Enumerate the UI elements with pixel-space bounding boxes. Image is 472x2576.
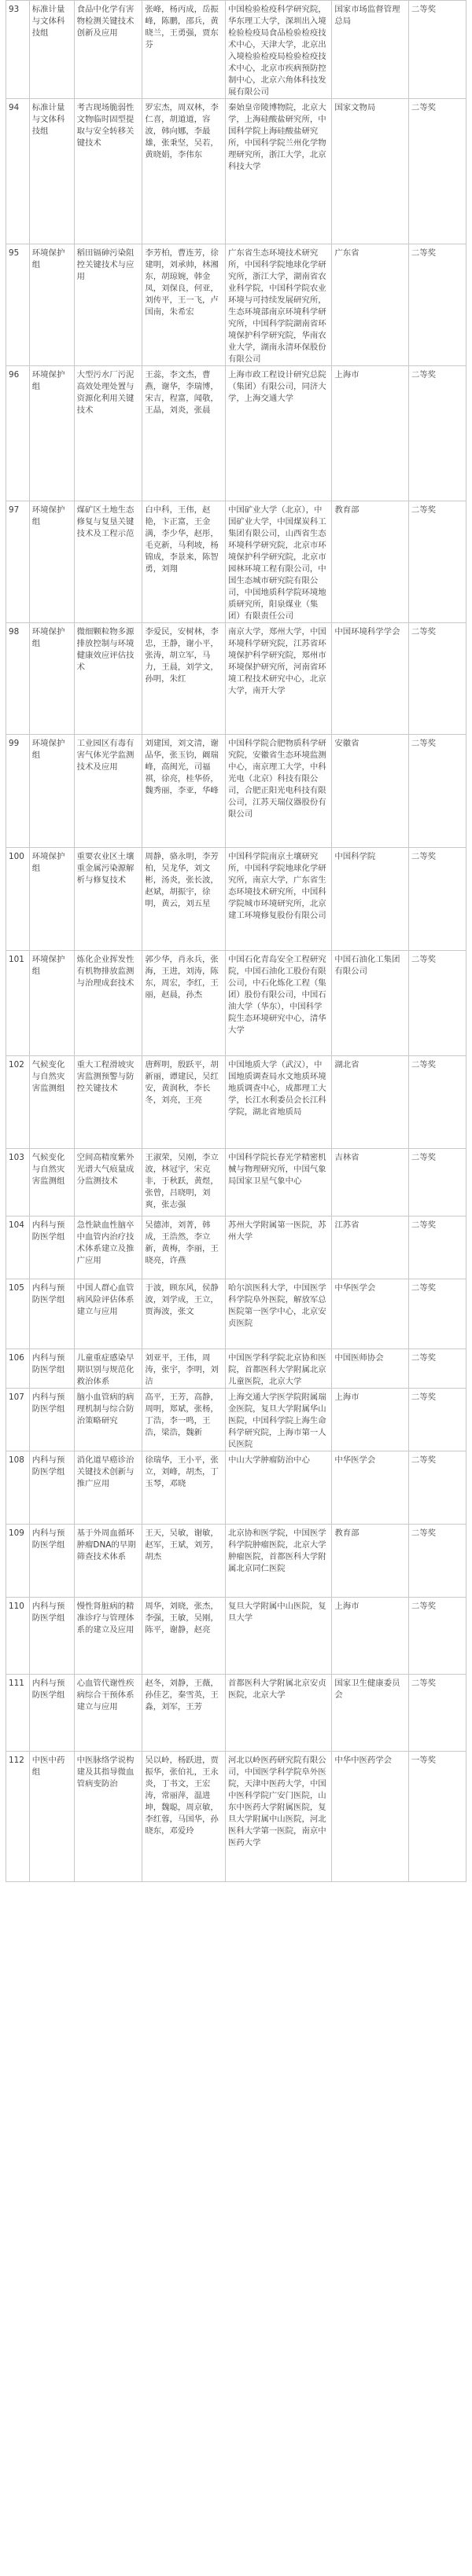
discipline-group: 内科与预防医学组 (29, 1216, 74, 1279)
row-number: 111 (6, 1675, 30, 1752)
project-name: 稻田镉砷污染阻控关键技术与应用 (74, 244, 142, 366)
table-row (6, 735, 466, 848)
completing-units: 苏州大学附属第一医院，苏州大学 (225, 1216, 331, 1279)
nominator: 中国医师协会 (332, 1349, 409, 1389)
nominator: 湖北省 (332, 1056, 409, 1149)
main-completers: 王天，吴敏，谢敏，赵军，王斌，刘芳，胡杰 (142, 1525, 226, 1598)
discipline-group: 中医中药组 (29, 1752, 74, 1882)
award-level: 二等奖 (408, 1389, 466, 1451)
award-level: 二等奖 (408, 99, 466, 244)
project-name: 脑小血管病的病理机制与综合防治策略研究 (74, 1389, 142, 1451)
table-row (6, 1451, 466, 1525)
project-name: 消化道早癌诊治关键技术创新与推广应用 (74, 1451, 142, 1525)
project-name: 中医脉络学说构建及其指导微血管病变防治 (74, 1752, 142, 1882)
row-number: 102 (6, 1056, 30, 1149)
completing-units: 北京协和医学院，中国医学科学院肿瘤医院，北京大学肿瘤医院，首都医科大学附属北京同仁医院 (225, 1525, 331, 1598)
main-completers: 郭少华，肖永兵，张海，王进，刘涛，陈东，周宏，李红，王丽，赵晨，孙杰 (142, 951, 226, 1056)
award-level: 二等奖 (408, 1149, 466, 1216)
table-row (6, 1, 466, 99)
award-level: 二等奖 (408, 1279, 466, 1349)
award-list-table (6, 0, 466, 1882)
completing-units: 哈尔滨医科大学，中国医学科学院阜外医院，解放军总医院第一医学中心，北京安贞医院 (225, 1279, 331, 1349)
award-list-body (6, 1, 466, 1882)
discipline-group: 气候变化与自然灾害监测组 (29, 1149, 74, 1216)
discipline-group: 环境保护组 (29, 623, 74, 735)
main-completers: 赵冬，刘静，王薇，孙佳艺，秦雪英，王淼，刘军，王芳 (142, 1675, 226, 1752)
discipline-group: 内科与预防医学组 (29, 1451, 74, 1525)
completing-units: 复旦大学附属中山医院，复旦大学 (225, 1598, 331, 1675)
award-level: 二等奖 (408, 848, 466, 951)
main-completers: 刘亚平，王伟，周涛，张宇，李明，刘洁 (142, 1349, 226, 1389)
main-completers: 王淑荣，吴刚，李立波，林冠宇，宋克非，于秋跃，黄煜，张曾，吕晓明，刘爽，张志强 (142, 1149, 226, 1216)
nominator: 中华中医药学会 (332, 1752, 409, 1882)
main-completers: 王蕊，李文杰，曹燕，谢华，李瑞博，宋吉，程富，闻敬，王晶，刘炎，张晨 (142, 366, 226, 501)
discipline-group: 内科与预防医学组 (29, 1349, 74, 1389)
completing-units: 广东省生态环境技术研究所，中国科学院地球化学研究所，浙江大学，湖南省农业科学院，中国科学院农业环境与可持续发展研究所，生态环境部南京环境科学研究所，中国科学院湖南省环境保护科学研究院，华南农业大学，湖南永清环保股份有限公司 (225, 244, 331, 366)
project-name: 急性缺血性脑卒中血管内治疗技术体系建立及推广应用 (74, 1216, 142, 1279)
nominator: 中华医学会 (332, 1279, 409, 1349)
nominator: 江苏省 (332, 1216, 409, 1279)
main-completers: 于波，顾东风，侯静波，刘学成，王立，贾海波，张文 (142, 1279, 226, 1349)
row-number: 96 (6, 366, 30, 501)
nominator: 上海市 (332, 366, 409, 501)
row-number: 110 (6, 1598, 30, 1675)
row-number: 107 (6, 1389, 30, 1451)
project-name: 中国人群心血管病风险评估体系建立与应用 (74, 1279, 142, 1349)
project-name: 儿童重症感染早期识别与规范化救治体系 (74, 1349, 142, 1389)
table-row (6, 244, 466, 366)
row-number: 98 (6, 623, 30, 735)
completing-units: 中国医学科学院北京协和医院，首都医科大学附属北京儿童医院，北京大学 (225, 1349, 331, 1389)
nominator: 国家卫生健康委员会 (332, 1675, 409, 1752)
project-name: 炼化企业挥发性有机物排放监测与治理成套技术 (74, 951, 142, 1056)
nominator: 国家市场监督管理总局 (332, 1, 409, 99)
completing-units: 河北以岭医药研究院有限公司，中国医学科学院阜外医院，天津中医药大学，中国中医科学院广安门医院，山东中医药大学附属医院，复旦大学附属中山医院，河北医科大学第一医院，南京中医药大学 (225, 1752, 331, 1882)
discipline-group: 环境保护组 (29, 848, 74, 951)
row-number: 97 (6, 501, 30, 623)
project-name: 空间高精度紫外光谱大气痕量成分监测技术 (74, 1149, 142, 1216)
award-level: 二等奖 (408, 1525, 466, 1598)
table-row (6, 951, 466, 1056)
discipline-group: 环境保护组 (29, 244, 74, 366)
main-completers: 张峰，杨丙成，岳振峰，陈鹏，邵兵，黄晓兰，王勇强，贾东芬 (142, 1, 226, 99)
discipline-group: 内科与预防医学组 (29, 1525, 74, 1598)
main-completers: 李芳柏，曹连芳，徐建明，刘承帅，林湘东，胡琼婉，韩金凤，刘保良，何亚，刘传平，王一飞，卢国南，朱希宏 (142, 244, 226, 366)
main-completers: 吴德沛，刘菁，韩成，王浩然，李立新，黄梅，李丽，王晓亮，许燕 (142, 1216, 226, 1279)
completing-units: 中国矿业大学（北京），中国矿业大学，中国煤炭科工集团有限公司，山西省生态环境科学研究院，北京市环境保护科学研究院，北京市园林环境工程有限公司，中国生态城市研究院有限公司，中国地质科学院环境地质研究所，阳泉煤业（集团）有限责任公司 (225, 501, 331, 623)
main-completers: 唐辉明，殷跃平，胡新丽，谭建民，吴红安，黄润秋，李长冬，刘亮，王亮 (142, 1056, 226, 1149)
discipline-group: 气候变化与自然灾害监测组 (29, 1056, 74, 1149)
completing-units: 中国石化青岛安全工程研究院，中国石油化工股份有限公司，中石化炼化工程（集团）股份有限公司，中国石油大学（华东），中国科学院生态环境研究中心，清华大学 (225, 951, 331, 1056)
table-row (6, 99, 466, 244)
award-level: 二等奖 (408, 1598, 466, 1675)
project-name: 重大工程滑坡灾害监测预警与防控关键技术 (74, 1056, 142, 1149)
table-row (6, 501, 466, 623)
discipline-group: 环境保护组 (29, 501, 74, 623)
award-level: 二等奖 (408, 735, 466, 848)
award-level: 二等奖 (408, 1, 466, 99)
nominator: 安徽省 (332, 735, 409, 848)
main-completers: 徐瑞华，王小平，张立，刘峰，胡杰，丁玉琴，邓晓 (142, 1451, 226, 1525)
completing-units: 中国地质大学（武汉），中国地质调查局水文地质环境地质调查中心，成都理工大学，长江水利委员会长江科学院，湖北省地质局 (225, 1056, 331, 1149)
row-number: 99 (6, 735, 30, 848)
row-number: 108 (6, 1451, 30, 1525)
discipline-group: 环境保护组 (29, 366, 74, 501)
table-row (6, 848, 466, 951)
completing-units: 中国科学院合肥物质科学研究院，安徽省生态环境监测中心，南京理工大学，中科光电（北京）科技有限公司，合肥正阳光电科技有限公司，江苏天瑞仪器股份有限公司 (225, 735, 331, 848)
row-number: 104 (6, 1216, 30, 1279)
row-number: 106 (6, 1349, 30, 1389)
completing-units: 上海交通大学医学院附属瑞金医院，复旦大学附属华山医院，中国科学院上海生命科学研究院，上海市第一人民医院 (225, 1389, 331, 1451)
award-level: 二等奖 (408, 366, 466, 501)
discipline-group: 环境保护组 (29, 951, 74, 1056)
row-number: 105 (6, 1279, 30, 1349)
nominator: 教育部 (332, 1525, 409, 1598)
award-level: 一等奖 (408, 1752, 466, 1882)
completing-units: 中国科学院南京土壤研究所，中国科学院地球化学研究所，南京大学，广东省生态环境技术研究所，中国科学院城市环境研究所，北京建工环境修复股份有限公司 (225, 848, 331, 951)
row-number: 95 (6, 244, 30, 366)
completing-units: 中国科学院长春光学精密机械与物理研究所，中国气象局国家卫星气象中心 (225, 1149, 331, 1216)
table-row (6, 366, 466, 501)
row-number: 101 (6, 951, 30, 1056)
nominator: 中华医学会 (332, 1451, 409, 1525)
nominator: 吉林省 (332, 1149, 409, 1216)
discipline-group: 标准计量与文体科技组 (29, 99, 74, 244)
completing-units: 南京大学，郑州大学，中国环境科学研究院，江苏省环境保护科学研究院，郑州市环境保护研究所，河南省环境工程技术研究中心，北京大学，南开大学 (225, 623, 331, 735)
discipline-group: 内科与预防医学组 (29, 1675, 74, 1752)
project-name: 微细颗粒物多源排放控制与环境健康效应评估技术 (74, 623, 142, 735)
nominator: 中国石油化工集团有限公司 (332, 951, 409, 1056)
project-name: 大型污水厂污泥高效处理处置与资源化利用关键技术 (74, 366, 142, 501)
nominator: 教育部 (332, 501, 409, 623)
main-completers: 高平，王芳，高静，周明，郑斌，张杨，丁浩，李一鸣，王浩，梁浩，魏新 (142, 1389, 226, 1451)
completing-units: 中国检验检疫科学研究院，华东理工大学，深圳出入境检验检疫局食品检验检疫技术中心，天津大学，北京出入境检验检疫局检验检疫技术中心，北京市疾病预防控制中心，北京六角体科技发展有限公司 (225, 1, 331, 99)
completing-units: 上海市政工程设计研究总院（集团）有限公司，同济大学，上海交通大学 (225, 366, 331, 501)
table-row (6, 1525, 466, 1598)
table-row (6, 1149, 466, 1216)
discipline-group: 标准计量与文体科技组 (29, 1, 74, 99)
discipline-group: 环境保护组 (29, 735, 74, 848)
award-level: 二等奖 (408, 1349, 466, 1389)
row-number: 112 (6, 1752, 30, 1882)
table-row (6, 1598, 466, 1675)
table-row (6, 1752, 466, 1882)
main-completers: 吴以岭，杨跃进，贾振华，张伯礼，王永炎，丁书文，王宏涛，常丽萍，温进坤，魏聪，周京敏，李红蓉，马国华，孙晓东，邓爱玲 (142, 1752, 226, 1882)
main-completers: 李爱民，安树林，李忠，王静，谢小平，张涛，胡立军，马力，王晨，刘学文，孙明，朱红 (142, 623, 226, 735)
row-number: 93 (6, 1, 30, 99)
nominator: 广东省 (332, 244, 409, 366)
discipline-group: 内科与预防医学组 (29, 1389, 74, 1451)
nominator: 中国环境科学学会 (332, 623, 409, 735)
completing-units: 中山大学肿瘤防治中心 (225, 1451, 331, 1525)
project-name: 工业园区有毒有害气体光学监测技术及应用 (74, 735, 142, 848)
nominator: 中国科学院 (332, 848, 409, 951)
project-name: 慢性肾脏病的精准诊疗与管理体系的建立及应用 (74, 1598, 142, 1675)
award-level: 二等奖 (408, 501, 466, 623)
project-name: 食品中化学有害物检测关键技术创新及应用 (74, 1, 142, 99)
main-completers: 周静，骆永明，李芳柏，吴龙华，刘文彬，汤炎，张长波，赵斌，胡振宇，徐明，黄云，刘五星 (142, 848, 226, 951)
project-name: 重要农业区土壤重金属污染源解析与修复技术 (74, 848, 142, 951)
table-row (6, 1675, 466, 1752)
table-row (6, 1216, 466, 1279)
nominator: 国家文物局 (332, 99, 409, 244)
discipline-group: 内科与预防医学组 (29, 1598, 74, 1675)
main-completers: 罗宏杰，周双林，李仁喜，胡道道，容波，韩向娜，李最雄，张秉坚，吴若，黄晓娟，李伟东 (142, 99, 226, 244)
table-row (6, 1389, 466, 1451)
main-completers: 刘建国，刘文清，谢品华，张玉钧，阚瑞峰，高闽光，司福祺，徐亮，桂华侨，魏秀丽，李亚，华峰 (142, 735, 226, 848)
award-level: 二等奖 (408, 1056, 466, 1149)
award-level: 二等奖 (408, 1216, 466, 1279)
project-name: 心血管代谢性疾病综合干预体系建立与应用 (74, 1675, 142, 1752)
row-number: 100 (6, 848, 30, 951)
award-level: 二等奖 (408, 623, 466, 735)
table-row (6, 1056, 466, 1149)
award-level: 二等奖 (408, 1675, 466, 1752)
discipline-group: 内科与预防医学组 (29, 1279, 74, 1349)
project-name: 基于外周血循环肿瘤DNA的早期筛查技术体系 (74, 1525, 142, 1598)
main-completers: 周华，刘晓，张杰，李强，王敏，吴刚，陈平，谢静，赵亮 (142, 1598, 226, 1675)
award-level: 二等奖 (408, 1451, 466, 1525)
award-level: 二等奖 (408, 951, 466, 1056)
completing-units: 秦始皇帝陵博物院，北京大学，上海硅酸盐研究所，中国科学院上海硅酸盐研究所，中国科学院兰州化学物理研究所，浙江大学，北京科技大学 (225, 99, 331, 244)
row-number: 103 (6, 1149, 30, 1216)
row-number: 109 (6, 1525, 30, 1598)
table-row (6, 623, 466, 735)
main-completers: 白中科，王伟，赵艳，卞正富，王金满，李少华，赵彤，毛克新，马利坡，杨锦成，李景来，陈智勇，刘翔 (142, 501, 226, 623)
nominator: 上海市 (332, 1598, 409, 1675)
row-number: 94 (6, 99, 30, 244)
project-name: 煤矿区土地生态修复与复垦关键技术及工程示范 (74, 501, 142, 623)
table-row (6, 1279, 466, 1349)
project-name: 考古现场脆弱性文物临时固型提取与安全转移关键技术 (74, 99, 142, 244)
table-row (6, 1349, 466, 1389)
nominator: 上海市 (332, 1389, 409, 1451)
completing-units: 首都医科大学附属北京安贞医院，北京大学 (225, 1675, 331, 1752)
award-level: 二等奖 (408, 244, 466, 366)
